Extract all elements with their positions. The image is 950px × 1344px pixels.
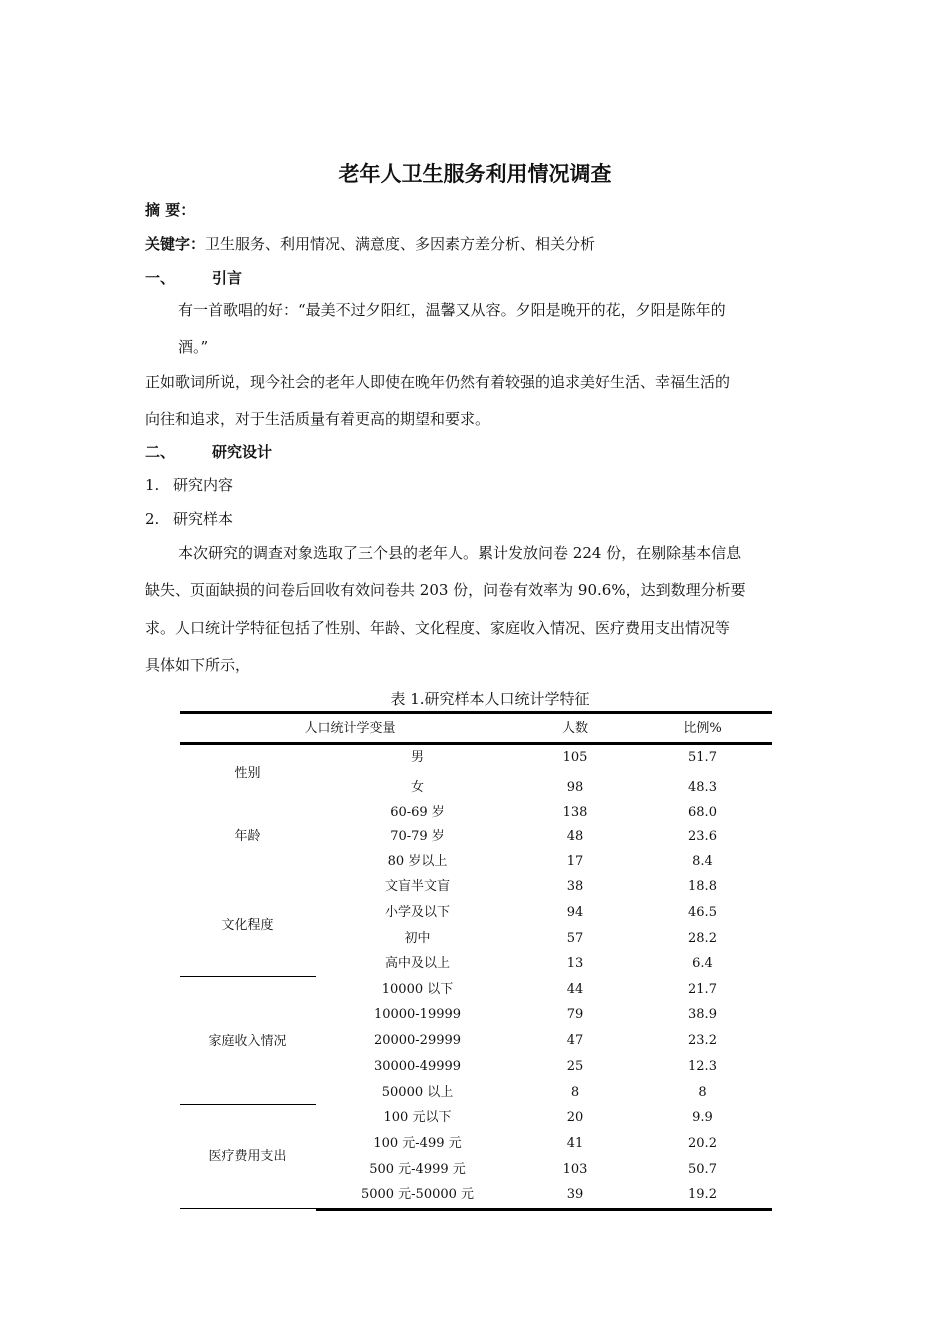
row-item: 50000 以上 [381, 1085, 454, 1100]
paragraph-line: 酒。” [178, 338, 209, 356]
row-percent: 23.6 [688, 829, 717, 844]
paragraph-line: 求。人口统计学特征包括了性别、年龄、文化程度、家庭收入情况、医疗费用支出情况等 [145, 619, 731, 637]
paragraph-line: 向往和追求，对于生活质量有着更高的期望和要求。 [145, 410, 491, 428]
document-title: 老年人卫生服务利用情况调查 [338, 162, 612, 186]
keywords-label: 关键字： [145, 235, 206, 253]
row-item: 60-69 岁 [390, 805, 445, 820]
row-percent: 28.2 [688, 931, 717, 946]
category-income: 家庭收入情况 [208, 1034, 287, 1049]
demographics-table [180, 711, 772, 1213]
row-percent: 19.2 [688, 1187, 717, 1202]
row-count: 44 [566, 982, 584, 997]
row-percent: 51.7 [688, 750, 717, 765]
list-number: 1. [145, 476, 160, 494]
row-percent: 18.8 [688, 879, 717, 894]
row-count: 41 [566, 1136, 584, 1151]
row-count: 138 [562, 805, 588, 820]
row-percent: 48.3 [688, 780, 717, 795]
row-percent: 38.9 [688, 1007, 717, 1022]
category-medical-expense: 医疗费用支出 [208, 1149, 287, 1164]
row-percent: 21.7 [688, 982, 717, 997]
section-title: 研究设计 [212, 443, 273, 461]
table-bottom-rule [316, 1208, 772, 1211]
category-age: 年龄 [234, 829, 261, 844]
header-variable: 人口统计学变量 [304, 721, 396, 736]
row-count: 48 [566, 829, 584, 844]
list-item [145, 509, 233, 529]
header-count: 人数 [561, 721, 588, 736]
paragraph-line: 具体如下所示， [145, 656, 251, 674]
row-count: 39 [566, 1187, 584, 1202]
row-count: 8 [570, 1085, 580, 1100]
row-item: 10000 以下 [381, 982, 454, 997]
row-percent: 8 [698, 1085, 707, 1100]
row-item: 男 [410, 750, 424, 765]
row-percent: 68.0 [688, 805, 717, 820]
section-number: 二、 [145, 443, 176, 461]
row-item: 10000-19999 [373, 1007, 462, 1022]
table-top-rule [180, 711, 772, 714]
row-count: 20 [566, 1110, 584, 1125]
row-count: 38 [566, 879, 584, 894]
paragraph-line: 本次研究的调查对象选取了三个县的老年人。累计发放问卷 224 份，在剔除基本信息 [178, 544, 742, 562]
row-item: 高中及以上 [384, 956, 450, 971]
keywords-line [145, 234, 595, 254]
row-item: 5000 元-50000 元 [360, 1187, 475, 1202]
group-divider [180, 976, 316, 977]
row-percent: 6.4 [692, 956, 713, 971]
abstract-label: 摘 要： [145, 201, 196, 219]
table-bottom-rule-left [180, 1208, 316, 1209]
group-divider [180, 1104, 316, 1105]
row-percent: 12.3 [688, 1059, 717, 1074]
row-item: 100 元-499 元 [373, 1136, 462, 1151]
list-number: 2. [145, 510, 160, 528]
row-percent: 50.7 [688, 1162, 717, 1177]
row-count: 105 [562, 750, 588, 765]
row-percent: 20.2 [688, 1136, 717, 1151]
paragraph-line: 有一首歌唱的好：“最美不过夕阳红，温馨又从容。夕阳是晚开的花，夕阳是陈年的 [178, 301, 726, 319]
paragraph-line: 正如歌词所说，现今社会的老年人即使在晚年仍然有着较强的追求美好生活、幸福生活的 [145, 373, 731, 391]
row-count: 98 [566, 780, 584, 795]
list-text: 研究内容 [173, 476, 234, 494]
paragraph-line: 缺失、页面缺损的问卷后回收有效问卷共 203 份，问卷有效率为 90.6%，达到数理分析要 [145, 581, 746, 599]
keywords-text: 卫生服务、利用情况、满意度、多因素方差分析、相关分析 [205, 235, 596, 253]
section-number: 一、 [145, 269, 176, 287]
table-header-rule [180, 742, 772, 745]
row-item: 女 [410, 780, 424, 795]
row-item: 小学及以下 [384, 905, 450, 920]
row-percent: 46.5 [688, 905, 717, 920]
row-count: 103 [562, 1162, 588, 1177]
section-heading-design [145, 442, 272, 462]
row-item: 30000-49999 [373, 1059, 462, 1074]
section-heading-intro [145, 268, 242, 288]
category-education: 文化程度 [221, 918, 274, 933]
row-item: 70-79 岁 [390, 829, 445, 844]
row-count: 17 [566, 854, 584, 869]
row-item: 100 元以下 [383, 1110, 452, 1125]
row-percent: 23.2 [688, 1033, 717, 1048]
row-item: 20000-29999 [373, 1033, 462, 1048]
list-text: 研究样本 [173, 510, 234, 528]
row-count: 13 [566, 956, 584, 971]
header-percent: 比例% [683, 721, 722, 736]
row-item: 80 岁以上 [387, 854, 448, 869]
row-count: 47 [566, 1033, 584, 1048]
row-item: 初中 [404, 931, 431, 946]
row-count: 57 [566, 931, 584, 946]
row-count: 79 [566, 1007, 584, 1022]
row-item: 500 元-4999 元 [369, 1162, 466, 1177]
row-item: 文盲半文盲 [384, 879, 450, 894]
row-count: 25 [566, 1059, 584, 1074]
table-caption: 表 1.研究样本人口统计学特征 [390, 690, 590, 708]
list-item [145, 475, 233, 495]
category-gender: 性别 [234, 766, 261, 781]
row-count: 94 [566, 905, 584, 920]
section-title: 引言 [212, 269, 243, 287]
row-percent: 9.9 [692, 1110, 713, 1125]
row-percent: 8.4 [692, 854, 713, 869]
